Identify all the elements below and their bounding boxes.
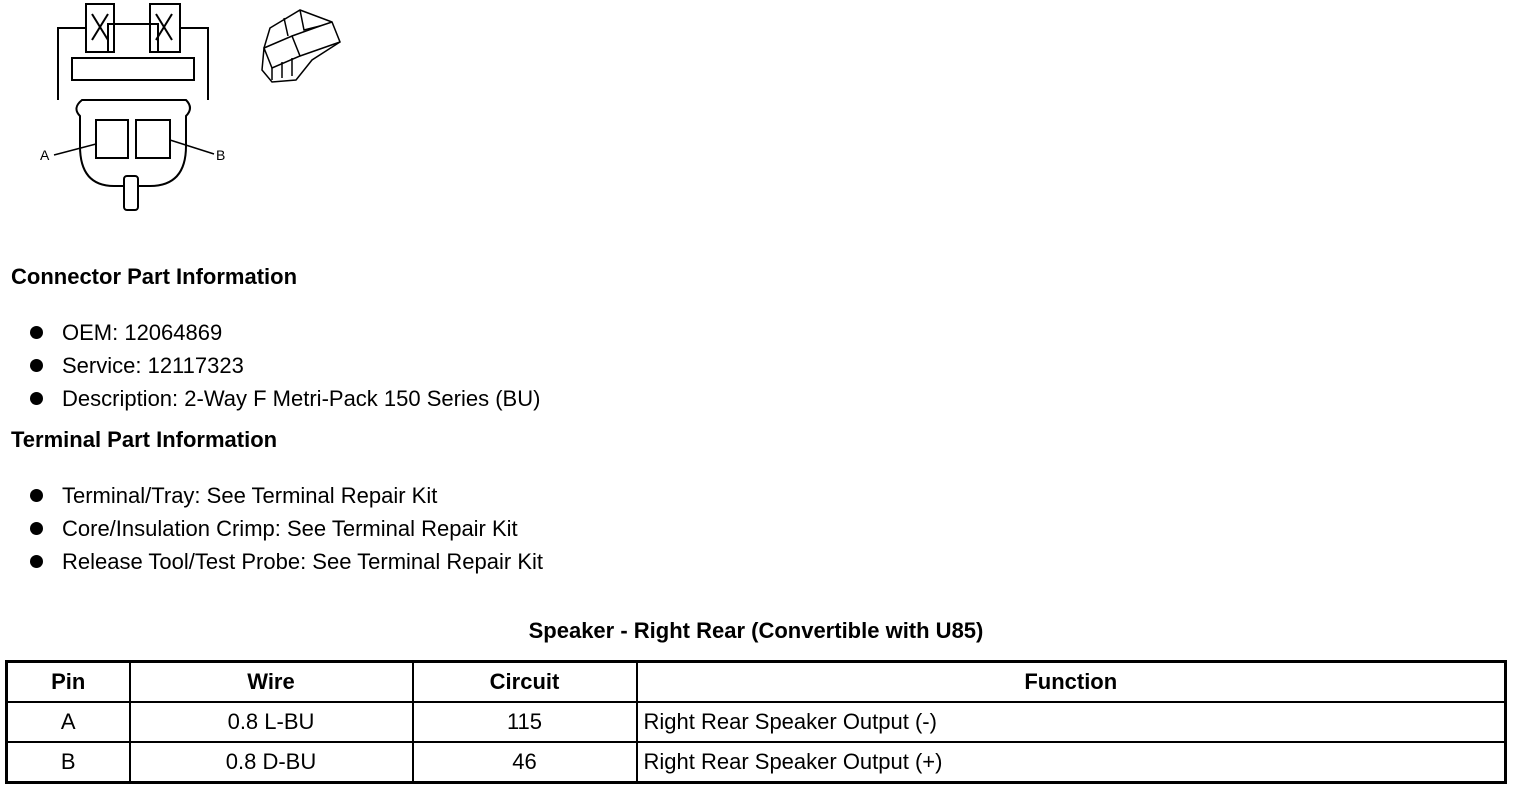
header-pin: Pin <box>7 662 130 703</box>
table-title: Speaker - Right Rear (Convertible with U85) <box>528 618 984 643</box>
table-row <box>7 702 1506 742</box>
list-item <box>28 545 543 578</box>
list-item <box>28 479 543 512</box>
list-item <box>28 512 543 545</box>
polarization-key <box>124 176 138 210</box>
bullet-icon <box>30 522 43 535</box>
header-function: Function <box>637 662 1506 703</box>
list-item <box>28 316 540 349</box>
terminal-info-tool: Release Tool/Test Probe: See Terminal Repair Kit <box>62 549 543 574</box>
terminal-info-list <box>28 479 543 578</box>
lock-ridge <box>72 58 194 80</box>
pinout-table <box>5 660 1507 784</box>
connector-body <box>76 100 190 186</box>
table-row <box>7 742 1506 783</box>
header-wire: Wire <box>130 662 413 703</box>
cell-wire: 0.8 D-BU <box>130 742 413 783</box>
cell-wire: 0.8 L-BU <box>130 702 413 742</box>
cell-function: Right Rear Speaker Output (-) <box>637 702 1506 742</box>
cell-circuit: 46 <box>413 742 637 783</box>
cavity-b <box>136 120 170 158</box>
terminal-info-tray: Terminal/Tray: See Terminal Repair Kit <box>62 483 438 508</box>
pin-callout-b: B <box>216 147 226 163</box>
bullet-icon <box>30 326 43 339</box>
header-circuit: Circuit <box>413 662 637 703</box>
pin-callout-a: A <box>40 147 50 163</box>
cell-pin: B <box>7 742 130 783</box>
connector-info-oem: OEM: 12064869 <box>62 320 223 345</box>
cell-circuit: 115 <box>413 702 637 742</box>
list-item <box>28 382 540 415</box>
cavity-a <box>96 120 128 158</box>
list-item <box>28 349 540 382</box>
connector-info-service: Service: 12117323 <box>62 353 244 378</box>
bullet-icon <box>30 392 43 405</box>
terminal-info-crimp: Core/Insulation Crimp: See Terminal Repair Kit <box>62 516 518 541</box>
terminal-info-title: Terminal Part Information <box>11 427 278 452</box>
connector-isometric-icon <box>262 10 340 82</box>
bullet-icon <box>30 489 43 502</box>
connector-info-description: Description: 2-Way F Metri-Pack 150 Series (BU) <box>62 386 541 411</box>
connector-info-list <box>28 316 540 415</box>
cell-pin: A <box>7 702 130 742</box>
bullet-icon <box>30 555 43 568</box>
table-header-row <box>7 662 1506 703</box>
connector-info-title: Connector Part Information <box>11 264 298 289</box>
cell-function: Right Rear Speaker Output (+) <box>637 742 1506 783</box>
connector-face-drawing <box>0 0 360 225</box>
bullet-icon <box>30 359 43 372</box>
